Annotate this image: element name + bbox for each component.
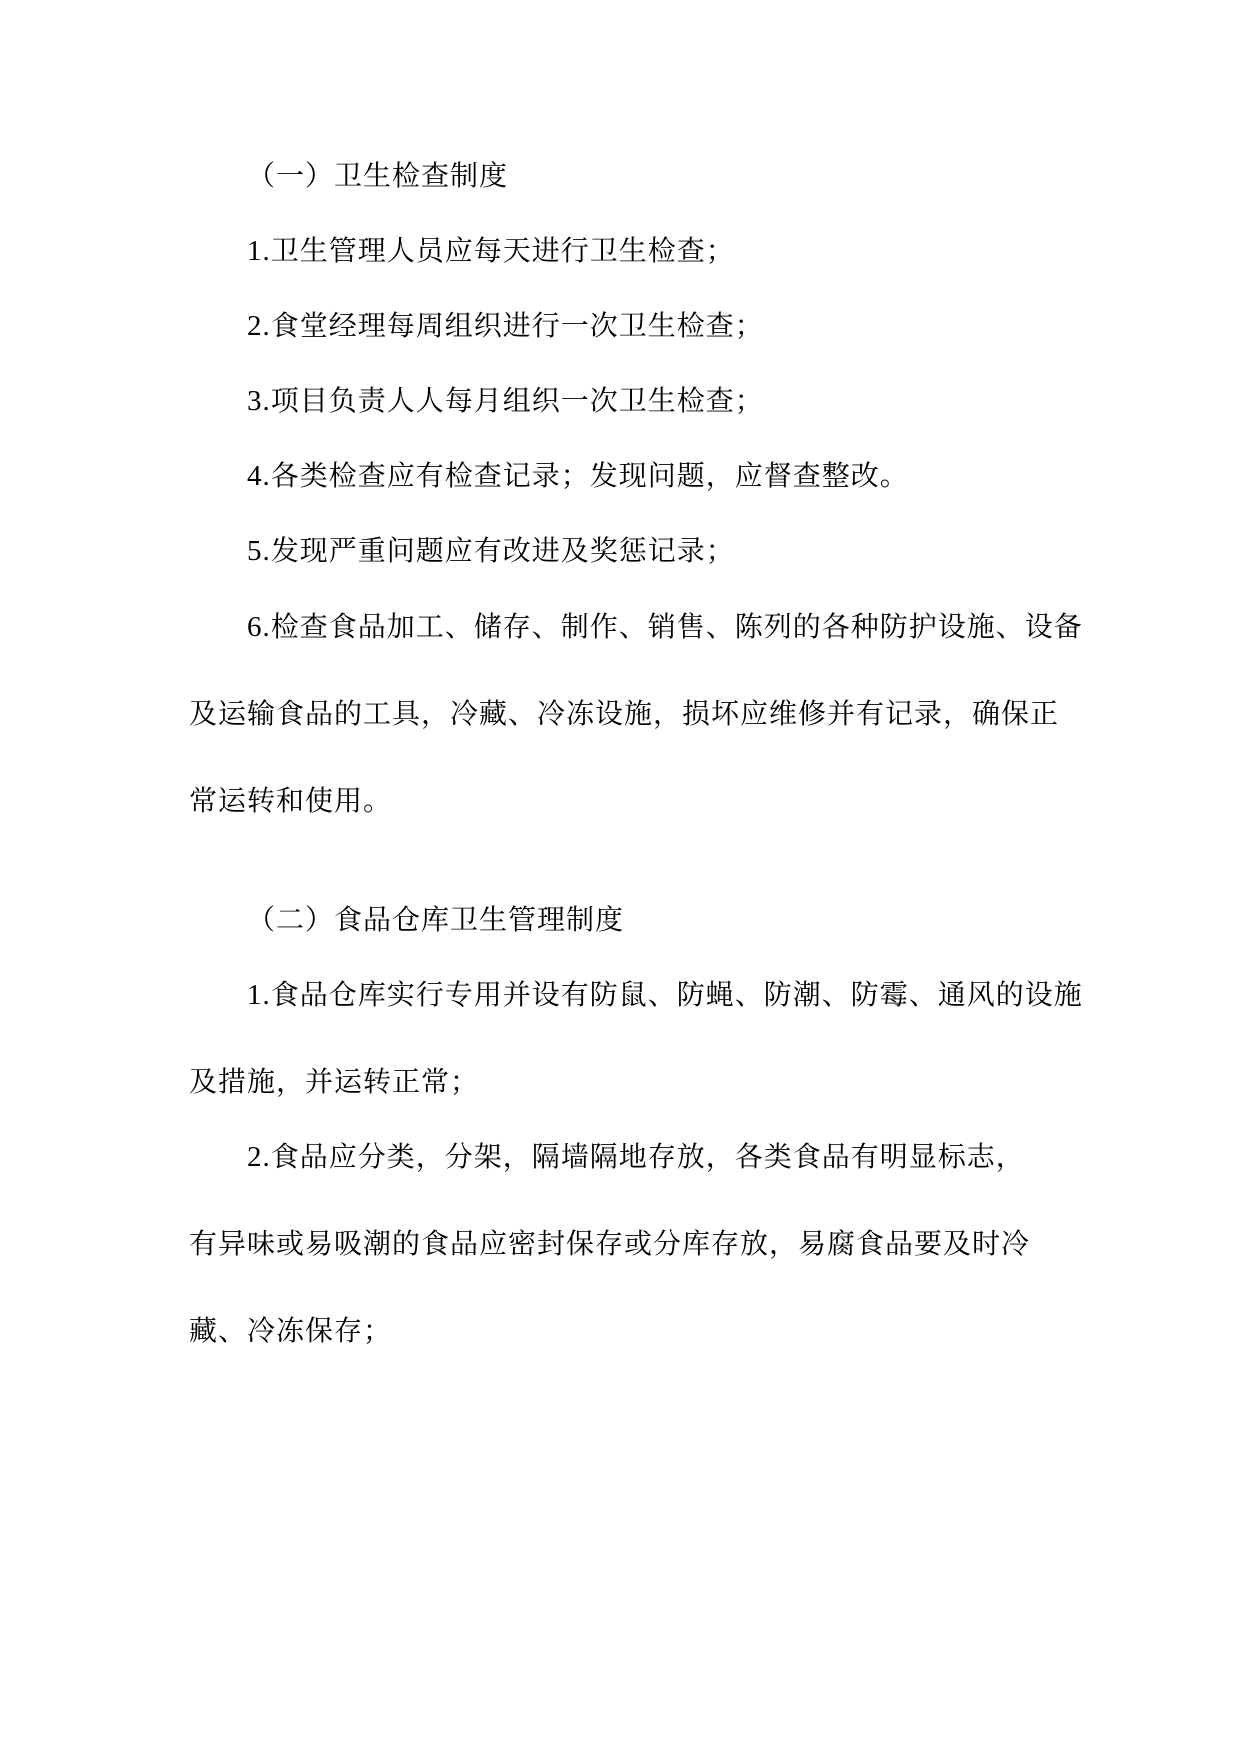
item-text: 藏、冷冻保存；: [189, 1314, 393, 1347]
section-1-item-6-line-1: [247, 609, 1083, 645]
section-2-item-1-line-2: [189, 1064, 479, 1100]
section-2-heading: [247, 902, 624, 938]
section-1-item-1: [247, 233, 735, 269]
section-1-heading-text: （一）卫生检查制度: [247, 159, 509, 192]
section-1-item-2: [247, 308, 764, 344]
section-1-item-5: [247, 533, 735, 569]
item-number: 6.: [247, 611, 271, 643]
item-text: 检查食品加工、储存、制作、销售、陈列的各种防护设施、设备: [270, 610, 1083, 643]
item-text: 项目负责人人每月组织一次卫生检查；: [270, 384, 764, 417]
item-number: 3.: [247, 385, 271, 417]
item-text: 及运输食品的工具，冷藏、冷冻设施，损坏应维修并有记录，确保正: [189, 697, 1060, 730]
section-1-item-4: [247, 458, 909, 494]
section-1-item-6-line-2: [189, 696, 1059, 732]
item-text: 有异味或易吸潮的食品应密封保存或分库存放，易腐食品要及时冷: [189, 1227, 1031, 1260]
item-text: 食品应分类，分架，隔墙隔地存放，各类食品有明显标志，: [270, 1140, 1025, 1173]
section-2-item-2-line-2: [189, 1226, 1030, 1262]
item-number: 4.: [247, 460, 271, 492]
item-number: 1.: [247, 235, 271, 267]
item-number: 2.: [247, 310, 271, 342]
item-number: 1.: [247, 979, 271, 1011]
section-1-item-3: [247, 383, 764, 419]
item-text: 发现严重问题应有改进及奖惩记录；: [270, 534, 735, 567]
item-text: 及措施，并运转正常；: [189, 1065, 480, 1098]
item-number: 2.: [247, 1141, 271, 1173]
item-text: 食品仓库实行专用并设有防鼠、防蝇、防潮、防霉、通风的设施: [270, 978, 1083, 1011]
item-text: 食堂经理每周组织进行一次卫生检查；: [270, 309, 764, 342]
section-1-heading: [247, 158, 508, 194]
item-text: 各类检查应有检查记录；发现问题，应督查整改。: [270, 459, 909, 492]
section-1-item-6-line-3: [189, 783, 392, 819]
item-text: 常运转和使用。: [189, 784, 393, 817]
section-2-item-2-line-1: [247, 1139, 1025, 1175]
section-2-item-2-line-3: [189, 1313, 392, 1349]
section-2-item-1-line-1: [247, 977, 1083, 1013]
section-2-heading-text: （二）食品仓库卫生管理制度: [247, 903, 625, 936]
item-number: 5.: [247, 535, 271, 567]
item-text: 卫生管理人员应每天进行卫生检查；: [270, 234, 735, 267]
